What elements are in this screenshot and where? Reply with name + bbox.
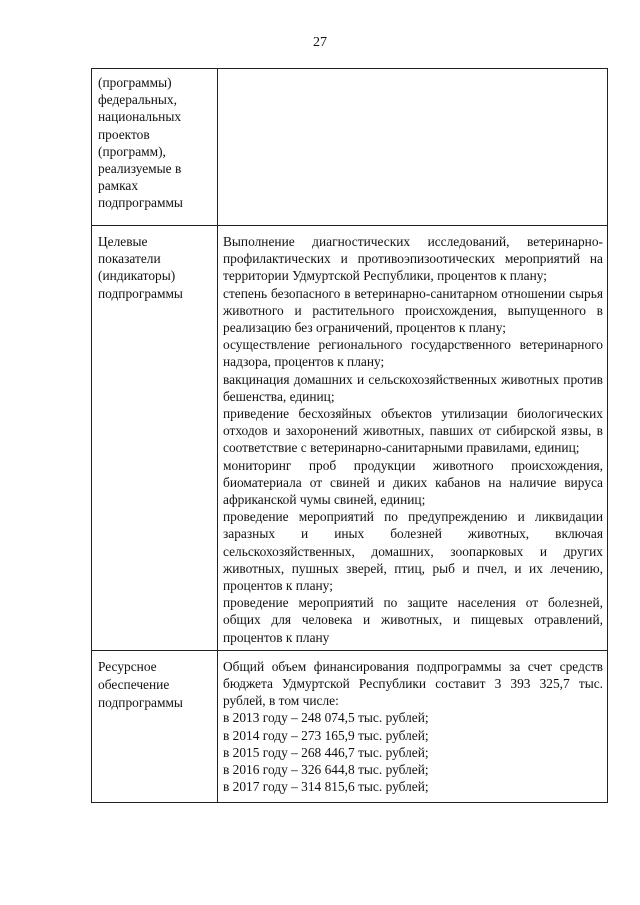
program-passport-table — [91, 68, 608, 803]
row-content — [218, 226, 608, 651]
indicator-item: степень безопасного в ветеринарно-санитарном отношении сырья животного и растительного происхождения, выпущенного в реализацию без ограничений, процентов к плану; — [223, 285, 603, 336]
indicator-item: вакцинация домашних и сельскохозяйственных животных против бешенства, единиц; — [223, 371, 603, 404]
funding-year: в 2013 году – 248 074,5 тыс. рублей; — [223, 710, 429, 726]
row-content-empty — [218, 69, 608, 226]
indicator-item: проведение мероприятий по защите населения от болезней, общих для человека и животных, и пищевых отравлений, процентов к плану — [223, 595, 603, 645]
label-target-indicators: Целевые показатели (индикаторы) подпрограммы — [98, 234, 183, 301]
label-projects: (программы) федеральных, национальных проектов (программ), реализуемые в рамках подпрограммы — [98, 75, 183, 211]
funding-year: в 2015 году – 268 446,7 тыс. рублей; — [223, 744, 429, 760]
table-row-projects — [92, 69, 608, 226]
row-label — [92, 650, 218, 802]
table-row-target-indicators — [92, 226, 608, 651]
funding-year: в 2014 году – 273 165,9 тыс. рублей; — [223, 727, 429, 743]
row-content — [218, 650, 608, 802]
label-resource-provision: Ресурсное обеспечение подпрограммы — [98, 658, 183, 711]
row-label — [92, 226, 218, 651]
page-number: 27 — [313, 35, 327, 50]
row-label — [92, 69, 218, 226]
funding-year: в 2017 году – 314 815,6 тыс. рублей; — [223, 779, 429, 795]
funding-total: Общий объем финансирования подпрограммы за счет средств бюджета Удмуртской Республики составит 3 393 325,7 тыс. рублей, в том числе: — [223, 658, 603, 709]
indicator-item: осуществление регионального государственного ветеринарного надзора, процентов к плану; — [223, 337, 603, 370]
indicator-item: мониторинг проб продукции животного происхождения, биоматериала от свиней и диких кабанов на наличие вируса африканской чумы свиней, единиц; — [223, 457, 603, 508]
indicator-item: Выполнение диагностических исследований, ветеринарно-профилактических и противоэпизоотических мероприятий на территории Удмуртской Республики, процентов к плану; — [223, 234, 603, 284]
table-row-resource-provision — [92, 650, 608, 802]
funding-year: в 2016 году – 326 644,8 тыс. рублей; — [223, 762, 429, 778]
indicator-item: приведение бесхозяйных объектов утилизации биологических отходов и захоронений животных, павших от сибирской язвы, в соответствие с ветеринарно-санитарными правилами, единиц; — [223, 406, 603, 456]
indicator-item: проведение мероприятий по предупреждению и ликвидации заразных и иных болезней животных, включая сельскохозяйственных, домашних, зоопарковых и других животных, пушных зверей, птиц, рыб и пчел, и их лечению, процентов к плану; — [223, 509, 603, 594]
